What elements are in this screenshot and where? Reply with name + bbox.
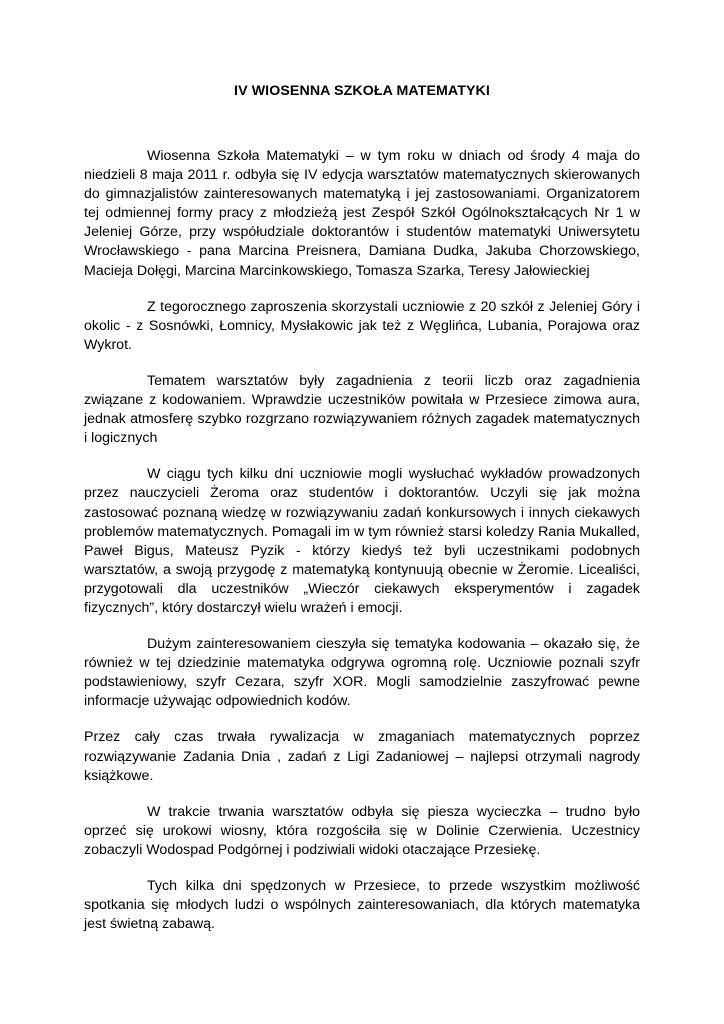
document-title: IV WIOSENNA SZKOŁA MATEMATYKI	[234, 83, 490, 99]
paragraph-trip: W trakcie trwania warsztatów odbyła się piesza wycieczka – trudno było oprzeć się urokowi wiosny, która rozgościła się w Dolinie Czerwienia. Uczestnicy zobaczyli Wodospad Podgórnej i podziwiali widoki otaczające Przesiekę.	[84, 803, 640, 858]
paragraph-closing: Tych kilka dni spędzonych w Przesiece, to przede wszystkim możliwość spotkania się młodych ludzi o wspólnych zainteresowaniach, dla których matematyka jest świetną zabawą.	[84, 878, 640, 933]
paragraph-coding: Dużym zainteresowaniem cieszyła się tematyka kodowania – okazało się, że również w tej dziedzinie matematyka odgrywa ogromną rolę. Uczniowie poznali szyfr podstawieniowy, szyfr Cezara, szyfr XOR. Mogli samodzielnie zaszyfrować pewne informacje używając odpowiednich kodów.	[84, 636, 640, 710]
document-page	[84, 82, 640, 951]
paragraph-lectures: W ciągu tych kilku dni uczniowie mogli wysłuchać wykładów prowadzonych przez nauczycieli Żeroma oraz studentów i doktorantów. Uczyli się jak można zastosować poznaną wiedzę w rozwiązywaniu zadań konkursowych i innych ciekawych problemów matematycznych. Pomagali im w tym również starsi koledzy Rania Mukalled, Paweł Bigus, Mateusz Pyzik - którzy kiedyś też byli uczestnikami podobnych warsztatów, a swoją przygodę z matematyką kontynuują obecnie w Żeromie. Licealiści, przygotowali dla uczestników „Wieczór ciekawych eksperymentów i zagadek fizycznych”, który dostarczył wielu wrażeń i emocji.	[84, 466, 640, 616]
paragraph-competition: Przez cały czas trwała rywalizacja w zmaganiach matematycznych poprzez rozwiązywanie Zadania Dnia , zadań z Ligi Zadaniowej – najlepsi otrzymali nagrody książkowe.	[84, 729, 640, 784]
paragraph-participants: Z tegorocznego zaproszenia skorzystali uczniowie z 20 szkół z Jeleniej Góry i okolic - z Sosnówki, Łomnicy, Mysłakowic jak też z Węglińca, Lubania, Porajowa oraz Wykrot.	[84, 298, 640, 353]
document-body	[84, 147, 640, 934]
paragraph-intro: Wiosenna Szkoła Matematyki – w tym roku w dniach od środy 4 maja do niedzieli 8 maja 2011 r. odbyła się IV edycja warsztatów matematycznych skierowanych do gimnazjalistów zainteresowanych matematyką i jej zastosowaniami. Organizatorem tej odmiennej formy pracy z młodzieżą jest Zespół Szkół Ogólnokształcących Nr 1 w Jeleniej Górze, przy współudziale doktorantów i studentów matematyki Uniwersytetu Wrocławskiego - pana Marcina Preisnera, Damiana Dudka, Jakuba Chorzowskiego, Macieja Dołęgi, Marcina Marcinkowskiego, Tomasza Szarka, Teresy Jałowieckiej	[84, 148, 640, 279]
paragraph-topics: Tematem warsztatów były zagadnienia z teorii liczb oraz zagadnienia związane z kodowaniem. Wprawdzie uczestników powitała w Przesiece zimowa aura, jednak atmosferę szybko rozgrzano rozwiązywaniem różnych zagadek matematycznych i logicznych	[84, 372, 640, 447]
